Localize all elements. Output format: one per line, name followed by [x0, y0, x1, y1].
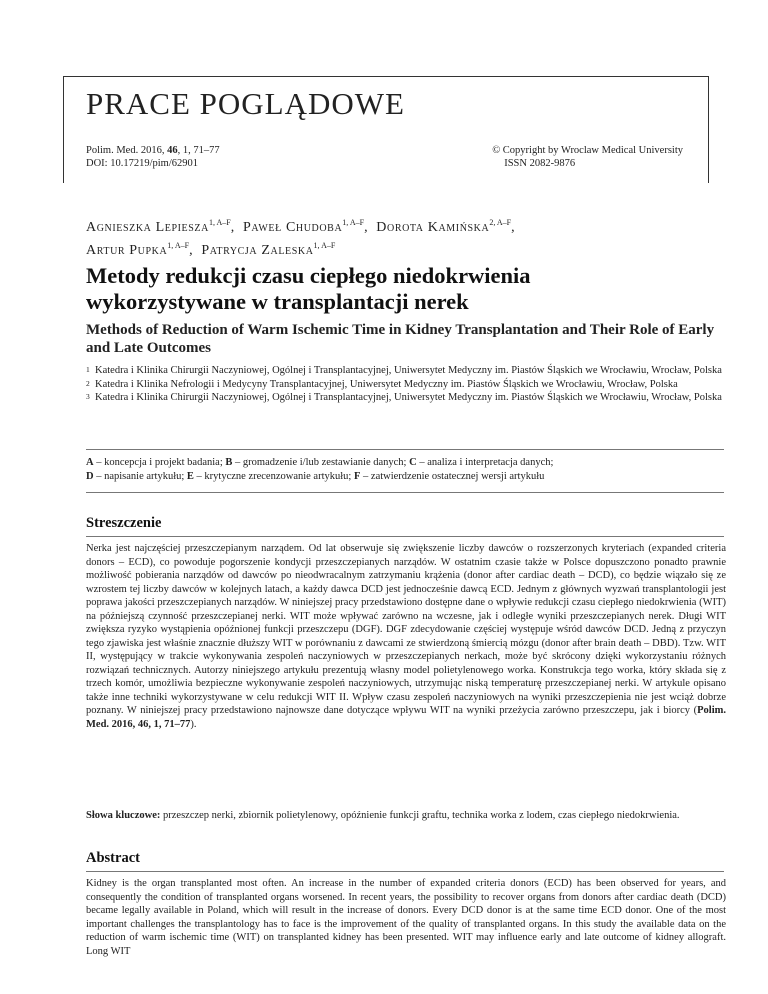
journal-citation — [86, 144, 220, 170]
article-title-polish: Metody redukcji czasu ciepłego niedokrwienia wykorzystywane w transplantacji nerek — [86, 263, 531, 314]
abstract-heading: Abstract — [86, 850, 140, 866]
author: Patrycja Zaleska$^{1, A-F}$ — [201, 241, 336, 258]
keywords: Słowa kluczowe: przeszczep nerki, zbiornik polietylenowy, opóźnienie funkcji graftu, technika worka z lodem, czas ciepłego niedokrwienia. — [86, 810, 680, 821]
article-title-english: Methods of Reduction of Warm Ischemic Time in Kidney Transplantation and Their Role of Early and Late Outcomes — [86, 322, 715, 356]
streszczenie-heading: Streszczenie — [86, 515, 162, 531]
copyright: © Copyright by Wroclaw Medical University — [492, 145, 683, 156]
streszczenie-rule — [86, 536, 724, 537]
section-title: PRACE POGLĄDOWE — [86, 86, 405, 121]
journal-line: Polim. Med. 2016, 46, 1, 71–77 — [86, 145, 220, 156]
contribution-legend: A – koncepcja i projekt badania; B – gromadzenie i/lub zestawianie danych; C – analiza i interpretacja danych; D – napisanie artykułu; E – krytyczne zrecenzowanie artykułu; F – zatwierdzenie ostatecznej wersji artykułu — [86, 457, 554, 482]
author: Artur Pupka$^{1, A-F}$ — [86, 241, 190, 258]
affiliation: 1 Katedra i Klinika Chirurgii Naczyniowej, Ogólnej i Transplantacyjnej, Uniwersytet Medyczny im. Piastów Śląskich we Wrocławiu, Wrocław, Polska — [86, 365, 722, 376]
affiliations — [86, 364, 726, 405]
affiliation: 2 Katedra i Klinika Nefrologii i Medycyny Transplantacyjnej, Uniwersytet Medyczny im. Piastów Śląskich we Wrocławiu, Wrocław, Polska — [86, 378, 678, 390]
doi[interactable]: DOI: 10.17219/pim/62901 — [86, 158, 198, 169]
author: Dorota Kamińska$^{2, A-F}$ — [376, 218, 512, 235]
copyright-block — [492, 144, 683, 170]
author: Paweł Chudoba$^{1, A-F}$ — [242, 218, 365, 235]
abstract-body: Kidney is the organ transplanted most often. An increase in the number of expanded criteria donors (ECD) has been observed for years, and consequently the condition of transplanted organs worsened. In recent years, the possibility to recover organs from donors after cardiac death (DCD) became legally available in Poland, which will result in the increase of donors. Every DCD donor is at the same time ECD donor. One of the most important challenges the transplantology has to face is the improvement of the quality of transplanted organs. In this study the available data on the reduction of warm ischemic time (WIT) on transplanted kidney has been presented. WIT may influence early and late outcome of kidney allograft. Long WIT — [86, 878, 726, 957]
abstract-rule — [86, 871, 724, 872]
author: Agnieszka Lepiesza$^{1, A-F}$ — [86, 218, 231, 235]
author-list: Agnieszka Lepiesza$^{1, A-F}$, Paweł Chudoba$^{1, A-F}$, Dorota Kamińska$^{2, A-F}$, Artur Pupka$^{1, A-F}$, Patrycja Zaleska$^{1, A-F}$ — [86, 218, 516, 258]
affiliation: 3 Katedra i Klinika Chirurgii Naczyniowej, Ogólnej i Transplantacyjnej, Uniwersytet Medyczny im. Piastów Śląskich we Wrocławiu, Wrocław, Polska — [86, 392, 722, 403]
issn: ISSN 2082-9876 — [504, 158, 576, 169]
streszczenie-body: Nerka jest najczęściej przeszczepianym narządem. Od lat obserwuje się zwiększenie liczby dawców o rozszerzonych kryteriach (expanded criteria donors – ECD), co powoduje pogorszenie kondycji przeszczepianych narządów. W ostatnim czasie także w Polsce dopuszczono ponadto prawnie możliwość pobierania narządów od dawców po nieodwracalnym zatrzymaniu krążenia (donor after cardiac death – DCD), co będzie wiązało się ze wzrostem tej liczby dawców w kolejnych latach, a każdy dawca DCD jest jednocześnie dawcą ECD. Jednym z głównych wyzwań transplantologii jest poprawa jakości przeszczepianych narządów. W niniejszej pracy przedstawiono dostępne dane o wpływie redukcji czasu ciepłego niedokrwienia (WIT) na późniejszą czynność przeszczepianej nerki. WIT może wpływać zarówno na wczesne, jak i odległe wyniki przeszczepianych nerek. Długi WIT zwiększa ryzyko wystąpienia opóźnionej funkcji przeszczepu (DGF). DGF zdecydowanie częściej występuje wśród dawców DCD. Jedną z przyczyn tego zjawiska jest właśnie znacznie dłuższy WIT w porównaniu z dawcami ze stwierdzoną śmiercią mózgu (donor after brain death – DBD). Tzw. WIT II, występujący w trakcie wykonywania zespoleń naczyniowych w przeszczepianych nerkach, może być skrócony dzięki wykorzystaniu różnych rozwiązań technicznych. Autorzy niniejszego artykułu prezentują własny model polietylenowego worka. Konstrukcja tego worka, który składa się z trzech komór, umożliwia bezpieczne wykonywanie zespoleń naczyniowych, utrzymując niską temperaturę przeszczepianej nerki. W artykule opisano także inne techniki wykorzystywane w celu redukcji WIT II. Wpływ czasu zespoleń naczyniowych na wyniki przeszczepienia nie jest wciąż dobrze poznany. W niniejszej pracy przedstawiono najnowsze dane dotyczące wpływu WIT na wyniki przeżycia zarówno przeszczepu, jak i biorcy (Polim. Med. 2016, 46, 1, 71–77). — [86, 543, 726, 730]
